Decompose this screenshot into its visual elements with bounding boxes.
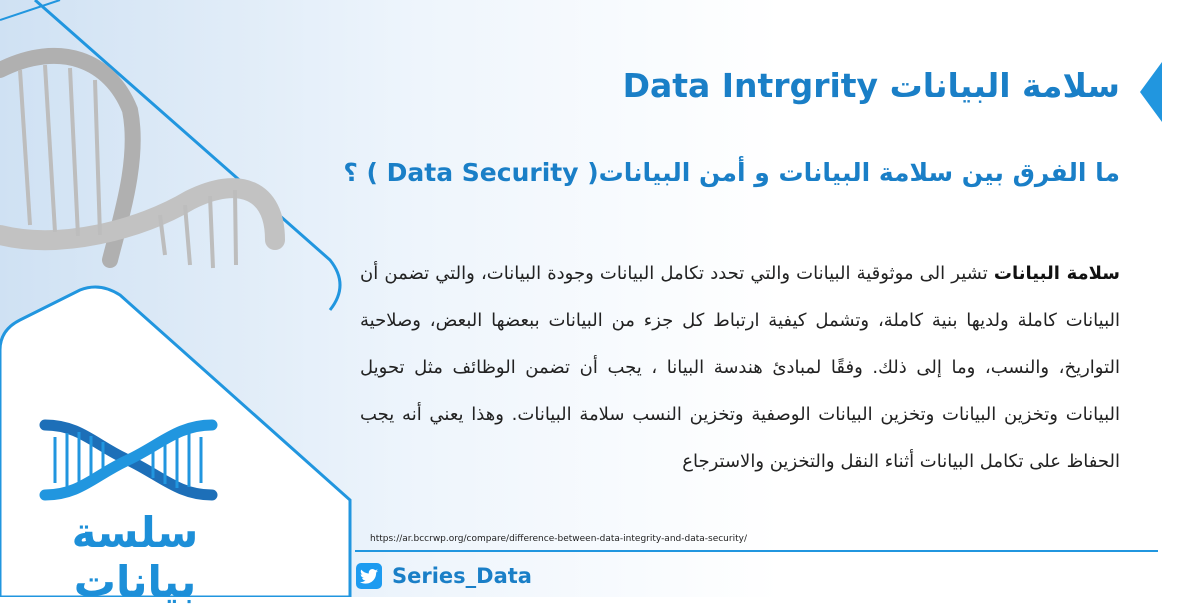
title-arrow-icon [1140, 62, 1162, 122]
section-subtitle: ما الفرق بين سلامة البيانات و أمن البيانات( Data Security ) ؟ [343, 158, 1120, 187]
twitter-icon [356, 563, 382, 589]
divider [355, 550, 1158, 552]
upper-card-outline [35, 0, 340, 310]
twitter-handle-row[interactable] [356, 563, 532, 589]
source-link[interactable]: https://ar.bccrwp.org/compare/difference-between-data-integrity-and-data-security/ [370, 534, 747, 544]
logo-text: سلسة بيانات [71, 508, 199, 606]
body-text: تشير الى موثوقية البيانات والتي تحدد تكامل البيانات وجودة البيانات، والتي تضمن أن البيانات كاملة ولديها بنية كاملة، وتشمل كيفية ارتباط كل جزء من البيانات ببعضها البعض، وصلاحية التواريخ، والنسب، وما إلى ذلك. وفقًا لمبادئ هندسة البيانا ، يجب أن تضمن الوظائف مثل تحويل البيانات وتخزين البيانات وتخزين البيانات الوصفية وتخزين النسب سلامة البيانات. وهذا يعني أنه يجب الحفاظ على تكامل البيانات أثناء النقل والتخزين والاسترجاع [360, 263, 1120, 472]
twitter-handle: Series_Data [392, 564, 532, 588]
page-title: سلامة البيانات Data Intrgrity [622, 66, 1120, 105]
body-bold-lead: سلامة البيانات [993, 263, 1120, 284]
body-paragraph [360, 250, 1120, 485]
